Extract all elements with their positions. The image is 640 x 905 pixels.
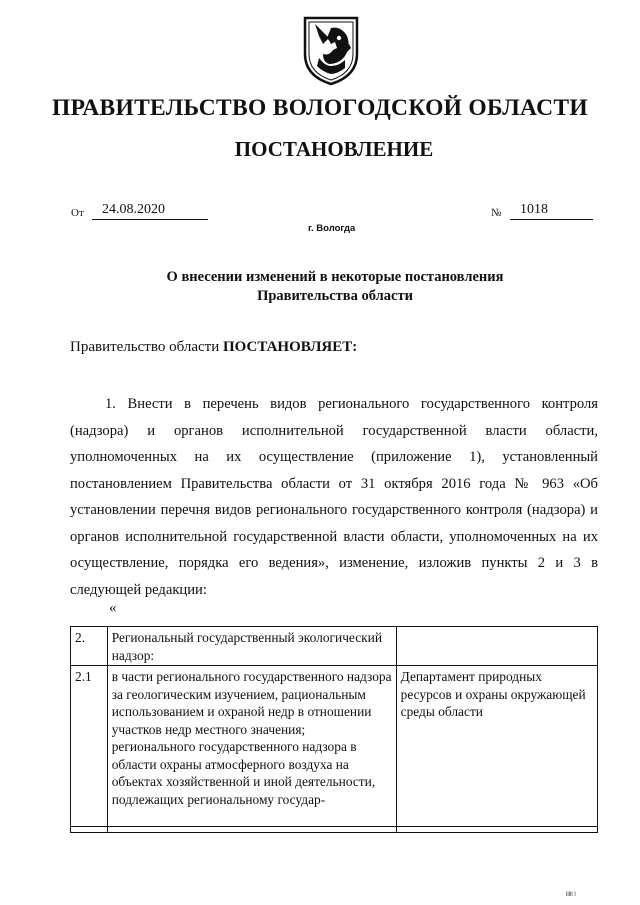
table-row	[71, 627, 598, 666]
table-cut-line	[70, 826, 598, 827]
document-subject	[0, 268, 640, 306]
row-authority: Департамент природных ресурсов и охраны окружающей среды области	[396, 666, 597, 833]
document-type: ПОСТАНОВЛЕНИЕ	[234, 137, 434, 161]
number-prefix: №	[491, 207, 502, 219]
row-authority	[396, 627, 597, 666]
date-prefix: От	[71, 207, 84, 219]
row-text: Региональный государственный экологический надзор:	[107, 627, 396, 666]
document-number: 1018	[510, 201, 593, 220]
row-text-part-2: регионального государственного надзора в области охраны атмосферного воздуха на объектах хозяйственной и иной деятельности, подлежащих региональному государ-	[111, 739, 376, 807]
table-row	[71, 666, 598, 833]
coat-of-arms-icon	[301, 14, 361, 86]
city-label: г. Вологда	[308, 223, 356, 234]
decree-lead-text: Правительство области	[70, 339, 223, 355]
row-text-part-1: в части регионального государственного надзора за геологическим изучением, рациональным использованием и охраной недр в отношении участков недр местного значения;	[111, 669, 392, 737]
footer-mark: lllll l	[566, 892, 576, 898]
government-name: ПРАВИТЕЛЬСТВО ВОЛОГОДСКОЙ ОБЛАСТИ	[52, 95, 588, 121]
subject-line-1: О внесении изменений в некоторые постановления	[166, 269, 504, 285]
document-date: 24.08.2020	[92, 201, 208, 220]
subject-line-2: Правительства области	[257, 288, 413, 304]
row-number: 2.	[71, 627, 108, 666]
open-quote: «	[109, 600, 117, 616]
decree-keyword: ПОСТАНОВЛЯЕТ:	[222, 339, 358, 355]
decree-lead	[70, 339, 357, 356]
row-text	[107, 666, 396, 833]
control-types-table	[70, 626, 598, 833]
row-number: 2.1	[71, 666, 108, 833]
paragraph-1: 1. Внести в перечень видов регионального государственного контроля (надзора) и органов исполнительной государственной власти области, уполномоченных на их осуществление (приложение 1), установленный постановлением Правительства области от 31 октября 2016 года № 963 «Об установлении перечня видов регионального государственного контроля (надзора) и органов исполнительной государственной власти области, уполномоченных на их осуществление, порядка его ведения», изменение, изложив пункты 2 и 3 в следующей редакции:	[70, 396, 598, 598]
